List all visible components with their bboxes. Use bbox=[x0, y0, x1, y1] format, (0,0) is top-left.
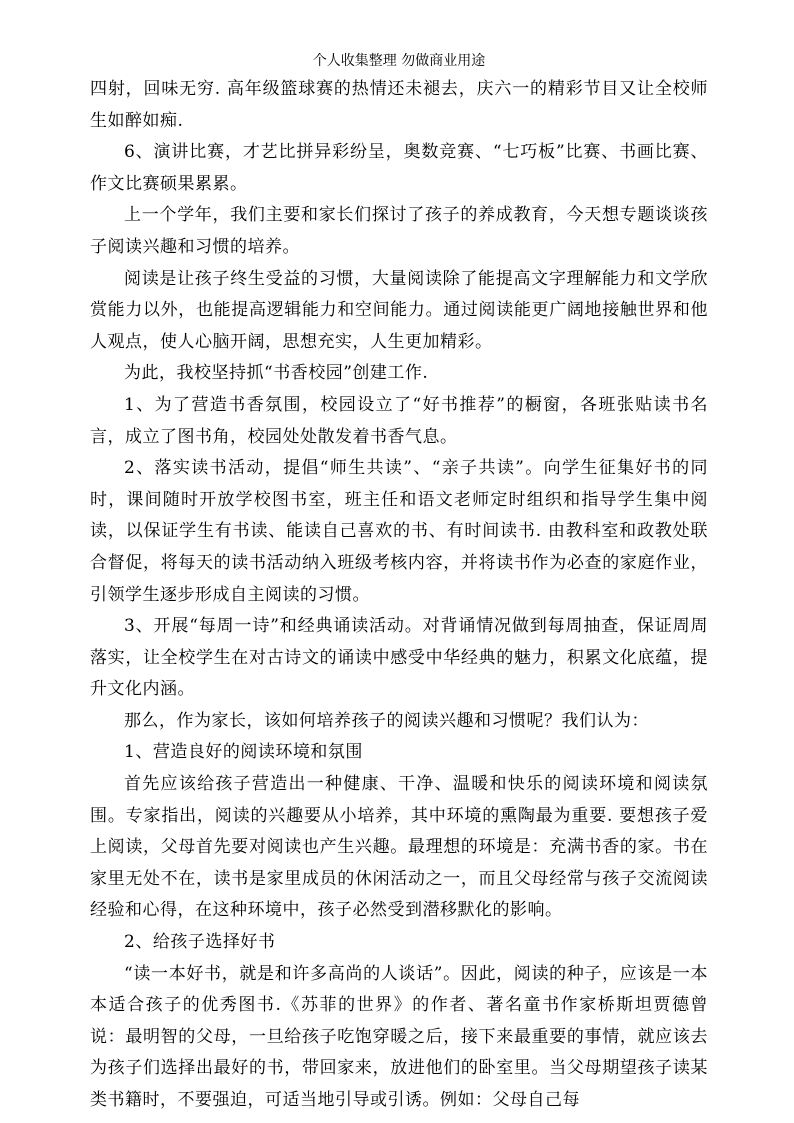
paragraph-reading-benefits: 阅读是让孩子终生受益的习惯，大量阅读除了能提高文字理解能力和文学欣赏能力以外，也能提高逻辑能力和空间能力。通过阅读能更广阔地接触世界和他人观点，使人心脑开阔，思想充实，人生更加精彩。 bbox=[90, 268, 708, 352]
page-header: 个人收集整理 勿做商业用途 bbox=[312, 53, 486, 69]
section-heading-good-books: 2、给孩子选择好书 bbox=[124, 932, 276, 953]
document-page bbox=[90, 50, 708, 1117]
paragraph-item-2: 2、落实读书活动，提倡“师生共读”、“亲子共读”。向学生征集好书的同时，课间随时开放学校图书室，班主任和语文老师定时组织和指导学生集中阅读，以保证学生有书读、能读自己喜欢的书、有时间读书. 由教科室和政教处联合督促，将每天的读书活动纳入班级考核内容，并将读书作为必查的家庭作业，引领学生逐步形成自主阅读的习惯。 bbox=[90, 458, 708, 605]
paragraph-competitions: 6、演讲比赛，才艺比拼异彩纷呈，奥数竞赛、“七巧板”比赛、书画比赛、作文比赛硕果累累。 bbox=[90, 142, 708, 194]
paragraph-environment: 首先应该给孩子营造出一种健康、干净、温暖和快乐的阅读环境和阅读氛围。专家指出，阅读的兴趣要从小培养，其中环境的熏陶最为重要. 要想孩子爱上阅读，父母首先要对阅读也产生兴趣。最理想的环境是：充满书香的家。书在家里无处不在，读书是家里成员的休闲活动之一，而且父母经常与孩子交流阅读经验和心得，在这种环境中，孩子必然受到潜移默化的影响。 bbox=[90, 774, 708, 921]
paragraph-continuation: 四射，回味无穷. 高年级篮球赛的热情还未褪去，庆六一的精彩节目又让全校师生如醉如痴. bbox=[90, 79, 708, 131]
paragraph-last-year: 上一个学年，我们主要和家长们探讨了孩子的养成教育，今天想专题谈谈孩子阅读兴趣和习惯的培养。 bbox=[90, 205, 708, 257]
paragraph-book-campus: 为此，我校坚持抓“书香校园”创建工作. bbox=[124, 363, 429, 384]
paragraph-item-3: 3、开展“每周一诗”和经典诵读活动。对背诵情况做到每周抽查，保证周周落实，让全校学生在对古诗文的诵读中感受中华经典的魅力，积累文化底蕴，提升文化内涵。 bbox=[90, 616, 708, 700]
paragraph-good-books: “读一本好书，就是和许多高尚的人谈话”。因此，阅读的种子，应该是一本本适合孩子的优秀图书.《苏菲的世界》的作者、著名童书作家桥斯坦贾德曾说：最明智的父母，一旦给孩子吃饱穿暖之后，接下来最重要的事情，就应该去为孩子们选择出最好的书，带回家来，放进他们的卧室里。当父母期望孩子读某类书籍时，不要强迫，可适当地引导或引诱。例如：父母自己每 bbox=[90, 963, 708, 1110]
paragraph-item-1: 1、为了营造书香氛围，校园设立了“好书推荐”的橱窗，各班张贴读书名言，成立了图书角，校园处处散发着书香气息。 bbox=[90, 394, 708, 447]
section-heading-environment: 1、营造良好的阅读环境和氛围 bbox=[124, 742, 363, 763]
paragraph-question: 那么，作为家长，该如何培养孩子的阅读兴趣和习惯呢？我们认为： bbox=[124, 710, 649, 731]
